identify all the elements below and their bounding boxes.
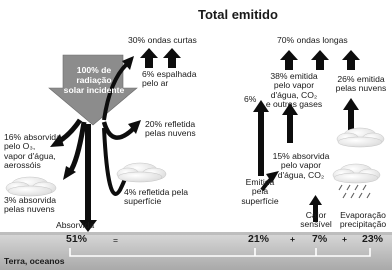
label-absorbed-atmosphere: 16% absorvida pelo O₃, vapor d'água, aerossóis — [4, 132, 61, 171]
diagram-title: Total emitido — [198, 7, 278, 22]
arrow-emitted-clouds-head — [343, 98, 359, 110]
label-sensible-heat: Calor sensível — [300, 210, 332, 230]
label-scattered-air: 6% espalhada pelo ar — [142, 69, 197, 89]
label-evaporation: Evaporação precipitação — [339, 210, 387, 230]
incoming-label-3: solar incidente — [63, 85, 125, 95]
arrow-sensible-heat-head — [309, 195, 322, 205]
cloud-left — [6, 177, 56, 196]
equals-sign: = — [113, 235, 119, 245]
label-emitted-vapor: 38% emitida pelo vapor d'água, CO₂ e outros gases — [265, 71, 323, 110]
arrow-emitted-clouds-shaft — [348, 108, 354, 130]
label-emitted-surface: Emitida pela superfície — [241, 177, 279, 206]
arrow-up-long-wave-1 — [280, 50, 298, 70]
value-sensible-heat: 7% — [312, 233, 328, 245]
incoming-label-1: 100% de — [76, 65, 112, 75]
value-evaporation: 23% — [362, 233, 384, 245]
cloud-rain — [333, 164, 380, 183]
value-emitted-surface: 21% — [248, 233, 270, 245]
ground-shadow — [0, 232, 392, 235]
arrow-up-short-wave-1 — [140, 48, 158, 68]
plus-sign-2: + — [342, 234, 348, 244]
arrow-up-short-wave-2 — [163, 48, 181, 68]
cloud-center — [117, 163, 166, 182]
plus-sign-1: + — [290, 234, 296, 244]
short-wave-header: 30% ondas curtas — [128, 35, 197, 45]
label-absorbed-clouds: 3% absorvida pelas nuvens — [4, 195, 57, 215]
cloud-right-top — [337, 128, 384, 147]
label-absorbed: Absorvida — [56, 220, 95, 230]
label-absorbed-vapor: 15% absorvida pelo vapor d'água, CO₂ — [272, 151, 330, 180]
arrow-emitted-surface-shaft — [258, 108, 264, 176]
arrow-up-long-wave-2 — [311, 50, 329, 70]
label-reflected-clouds: 20% refletida pelas nuvens — [145, 119, 196, 139]
arrow-emitted-vapor-shaft — [287, 113, 293, 143]
rain-drops — [339, 185, 370, 198]
label-emitted-clouds: 26% emitida pelas nuvens — [335, 74, 387, 94]
label-six-percent: 6% — [244, 94, 257, 104]
ground-label: Terra, oceanos — [4, 256, 65, 266]
label-reflected-surface: 4% refletida pela superfície — [124, 187, 189, 207]
value-absorbed-total: 51% — [66, 233, 88, 245]
incoming-label-2: radiação — [76, 75, 112, 85]
long-wave-header: 70% ondas longas — [277, 35, 348, 45]
arrow-up-long-wave-3 — [342, 50, 360, 70]
